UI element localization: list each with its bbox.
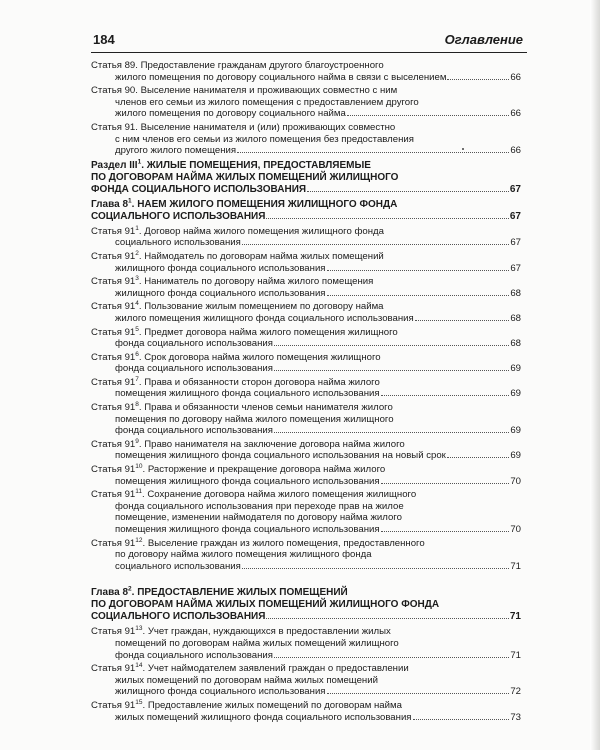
toc-page-number: 67: [509, 210, 521, 222]
toc-line-text: помещение, изменении наймодателя по договору найма жилого: [115, 512, 402, 524]
dot-leader: [266, 218, 508, 219]
toc-entry-article[interactable]: [91, 352, 521, 375]
toc-line-text: фонда социального использования: [115, 363, 273, 375]
scan-edge-shadow: [590, 0, 600, 750]
page-number: 184: [93, 32, 115, 47]
dot-leader: [381, 531, 510, 532]
toc-entry-article[interactable]: [91, 402, 521, 437]
toc-line-text: фонда социального использования: [115, 649, 273, 661]
toc-line: [91, 388, 521, 400]
toc-line: [91, 611, 521, 623]
toc-line-text: жилого помещения жилищного фонда социального использования: [115, 312, 414, 324]
toc-line-text: Статья 90. Выселение нанимателя и проживающих совместно с ним: [91, 85, 398, 97]
toc-line-text: жилищного фонда социального использования: [115, 262, 326, 274]
dot-leader: [237, 152, 509, 153]
toc-line-text: Статья 89. Предоставление гражданам другого благоустроенного: [91, 60, 384, 71]
toc-page-number: 68: [510, 287, 521, 299]
toc-line: [91, 663, 521, 675]
toc-page-number: 68: [510, 312, 521, 324]
toc-line: [91, 425, 521, 437]
toc-line: [91, 501, 521, 513]
toc-line: [91, 85, 521, 97]
scan-speck: [462, 148, 464, 150]
dot-leader: [447, 79, 509, 80]
dot-leader: [242, 244, 510, 245]
toc-entry-article[interactable]: [91, 276, 521, 299]
toc-page-number: 71: [510, 649, 521, 661]
dot-leader: [274, 657, 509, 658]
toc-line-text: Глава $8^2$. ПРЕДОСТАВЛЕНИЕ ЖИЛЫХ ПОМЕЩЕНИЙ: [91, 586, 348, 599]
toc-entry-article[interactable]: [91, 538, 521, 573]
toc-line: [91, 549, 521, 561]
toc-line-text: Статья $91^2$. Наймодатель по договорам найма жилых помещений: [91, 249, 384, 262]
toc-line: [91, 301, 521, 313]
toc-line: [91, 172, 521, 184]
toc-line: [91, 338, 521, 350]
toc-line-text: жилого помещения по договору социального найма: [115, 108, 346, 120]
toc-line: [91, 313, 521, 325]
dot-leader: [307, 191, 509, 192]
toc-page-number: 69: [510, 425, 521, 437]
toc-page-number: 72: [510, 686, 521, 698]
toc-line-text: Статья $91^{14}$. Учет наймодателем заявлений граждан о предоставлении: [91, 661, 409, 675]
toc-line: [91, 184, 521, 196]
toc-line-text: фонда социального использования: [115, 425, 273, 437]
toc-line: [91, 476, 521, 488]
dot-leader: [347, 115, 509, 116]
toc-line-text: СОЦИАЛЬНОГО ИСПОЛЬЗОВАНИЯ: [91, 210, 266, 222]
toc-entry-article[interactable]: [91, 60, 521, 83]
toc-entry-article[interactable]: [91, 489, 521, 535]
toc-line: [91, 72, 521, 84]
toc-line: [91, 489, 521, 501]
toc-line-text: ФОНДА СОЦИАЛЬНОГО ИСПОЛЬЗОВАНИЯ: [91, 183, 307, 195]
toc-line: [91, 327, 521, 339]
toc-entry-article[interactable]: [91, 85, 521, 120]
toc-line: [91, 524, 521, 536]
toc-line-text: помещения жилищного фонда социального использования: [115, 524, 380, 535]
toc-page-number: 70: [510, 524, 521, 535]
toc-entry-article[interactable]: [91, 464, 521, 487]
toc-line-text: жилого помещения по договору социального найма в связи с выселением: [115, 71, 447, 83]
toc-line-text: фонда социального использования при переходе прав на жилое: [115, 500, 404, 512]
toc-line: [91, 251, 521, 263]
toc-entry-article[interactable]: [91, 626, 521, 661]
toc-line: [91, 108, 521, 120]
toc-page-number: 67: [510, 237, 521, 249]
toc-entry-article[interactable]: [91, 663, 521, 698]
toc-line: [91, 700, 521, 712]
dot-leader: [381, 395, 510, 396]
toc-line-text: Статья $91^{11}$. Сохранение договора найма жилого помещения жилищного: [91, 488, 417, 501]
toc-page-number: 73: [510, 711, 521, 723]
toc-line-text: Статья $91^5$. Предмет договора найма жилого помещения жилищного: [91, 325, 398, 338]
toc-page-number: 66: [510, 108, 521, 120]
toc-line-text: помещения жилищного фонда социального использования: [115, 475, 380, 487]
toc-page-number: 67: [509, 183, 521, 195]
toc-line: [91, 263, 521, 275]
toc-line: [91, 160, 521, 172]
toc-line: [91, 638, 521, 650]
toc-line-text: фонда социального использования: [115, 338, 273, 350]
dot-leader: [327, 295, 510, 296]
toc-line-text: Статья $91^6$. Срок договора найма жилого помещения жилищного: [91, 350, 381, 363]
toc-line: [91, 211, 521, 223]
toc-line: [91, 288, 521, 300]
toc-line-text: Статья $91^3$. Наниматель по договору найма жилого помещения: [91, 274, 374, 288]
toc-line-text: с ним членов его семьи из жилого помещения без предоставления: [115, 133, 414, 145]
toc-line: [91, 352, 521, 364]
toc-entry-article[interactable]: [91, 226, 521, 249]
toc-line: [91, 512, 521, 524]
toc-line: [91, 134, 521, 146]
toc-line-text: Статья $91^{10}$. Расторжение и прекращение договора найма жилого: [91, 462, 386, 476]
dot-leader: [327, 270, 510, 271]
toc-line: [91, 199, 521, 211]
toc-entry-article[interactable]: [91, 301, 521, 324]
toc-line-text: другого жилого помещения: [115, 145, 237, 157]
toc-entry-chapter[interactable]: [91, 587, 521, 623]
toc-line-text: Статья $91^4$. Пользование жилым помещением по договору найма: [91, 300, 384, 313]
toc-line-text: СОЦИАЛЬНОГО ИСПОЛЬЗОВАНИЯ: [91, 611, 266, 623]
toc-line: [91, 587, 521, 599]
toc-page-number: 66: [510, 71, 521, 83]
table-of-contents: [91, 60, 521, 725]
dot-leader: [327, 693, 510, 694]
toc-page-number: 69: [510, 450, 521, 462]
dot-leader: [274, 345, 509, 346]
toc-line: [91, 599, 521, 611]
toc-entry-article[interactable]: [91, 377, 521, 400]
toc-line-text: Глава $8^1$. НАЕМ ЖИЛОГО ПОМЕЩЕНИЯ ЖИЛИЩНОГО ФОНДА: [91, 197, 398, 210]
toc-line-text: членов его семьи из жилого помещения с предоставлением другого: [115, 96, 419, 108]
toc-line: [91, 650, 521, 662]
dot-leader: [266, 618, 508, 619]
toc-line: [91, 145, 521, 157]
toc-page-number: 70: [510, 475, 521, 487]
toc-line-text: ПО ДОГОВОРАМ НАЙМА ЖИЛЫХ ПОМЕЩЕНИЙ ЖИЛИЩНОГО ФОНДА: [91, 599, 440, 611]
dot-leader: [274, 370, 509, 371]
toc-line: [91, 122, 521, 134]
toc-line: [91, 414, 521, 426]
toc-line-text: Статья $91^9$. Право нанимателя на заключение договора найма жилого: [91, 437, 405, 450]
toc-line-text: Статья $91^1$. Договор найма жилого помещения жилищного фонда: [91, 224, 384, 237]
toc-entry-article[interactable]: [91, 251, 521, 274]
toc-line-text: социального использования: [115, 560, 241, 572]
toc-line-text: социального использования: [115, 237, 241, 249]
toc-line-text: Статья $91^8$. Права и обязанности членов семьи нанимателя жилого: [91, 400, 393, 414]
toc-line-text: Статья $91^7$. Права и обязанности сторон договора найма жилого: [91, 375, 380, 388]
toc-entry-article[interactable]: [91, 122, 521, 157]
toc-line-text: жилых помещений по договорам найма жилых помещений: [115, 674, 378, 686]
toc-line-text: Раздел III$^1$. ЖИЛЫЕ ПОМЕЩЕНИЯ, ПРЕДОСТАВЛЯЕМЫЕ: [91, 158, 371, 171]
toc-line-text: жилищного фонда социального использования: [115, 287, 326, 299]
toc-line-text: ПО ДОГОВОРАМ НАЙМА ЖИЛЫХ ПОМЕЩЕНИЙ ЖИЛИЩНОГО: [91, 171, 399, 183]
page-header: [91, 32, 527, 53]
toc-line: [91, 237, 521, 249]
toc-line-text: Статья $91^{15}$. Предоставление жилых помещений по договорам найма: [91, 698, 402, 711]
toc-line: [91, 439, 521, 451]
dot-leader: [274, 432, 509, 433]
toc-line: [91, 538, 521, 550]
dot-leader: [242, 568, 510, 569]
toc-line-text: по договору найма жилого помещения жилищного фонда: [115, 549, 372, 561]
toc-page-number: 71: [510, 560, 521, 572]
toc-line-text: помещения по договору найма жилого помещения жилищного: [115, 413, 394, 425]
toc-line: [91, 377, 521, 389]
toc-page-number: 67: [510, 262, 521, 274]
toc-line: [91, 363, 521, 375]
toc-line: [91, 97, 521, 109]
toc-page-number: 69: [510, 363, 521, 375]
toc-entry-article[interactable]: [91, 700, 521, 723]
toc-line: [91, 561, 521, 573]
toc-line-text: Статья 91. Выселение нанимателя и (или) проживающих совместно: [91, 121, 396, 133]
dot-leader: [447, 457, 509, 458]
dot-leader: [415, 320, 510, 321]
toc-line: [91, 402, 521, 414]
toc-page-number: 68: [510, 338, 521, 350]
toc-entry-section[interactable]: [91, 160, 521, 196]
toc-entry-article[interactable]: [91, 327, 521, 350]
toc-page-number: 66: [510, 145, 521, 157]
toc-line-text: помещений по договорам найма жилых помещений жилищного: [115, 637, 399, 649]
toc-line: [91, 226, 521, 238]
toc-line: [91, 464, 521, 476]
toc-entry-chapter[interactable]: [91, 199, 521, 223]
dot-leader: [381, 483, 510, 484]
toc-line-text: помещения жилищного фонда социального использования: [115, 388, 380, 400]
toc-line: [91, 450, 521, 462]
toc-line: [91, 276, 521, 288]
toc-line: [91, 686, 521, 698]
toc-line-text: Статья $91^{12}$. Выселение граждан из жилого помещения, предоставленного: [91, 536, 425, 549]
toc-line-text: жилищного фонда социального использования: [115, 686, 326, 698]
chapter-gap: [91, 574, 521, 584]
toc-page-number: 71: [509, 611, 521, 623]
toc-page-number: 69: [510, 388, 521, 400]
toc-line: [91, 675, 521, 687]
toc-line: [91, 60, 521, 72]
toc-line: [91, 626, 521, 638]
dot-leader: [413, 719, 510, 720]
toc-line: [91, 712, 521, 724]
toc-entry-article[interactable]: [91, 439, 521, 462]
toc-line-text: помещения жилищного фонда социального использования на новый срок: [115, 450, 446, 462]
toc-line-text: Статья $91^{13}$. Учет граждан, нуждающихся в предоставлении жилых: [91, 625, 391, 638]
toc-line-text: жилых помещений жилищного фонда социального использования: [115, 711, 412, 723]
running-title: Оглавление: [444, 32, 523, 47]
